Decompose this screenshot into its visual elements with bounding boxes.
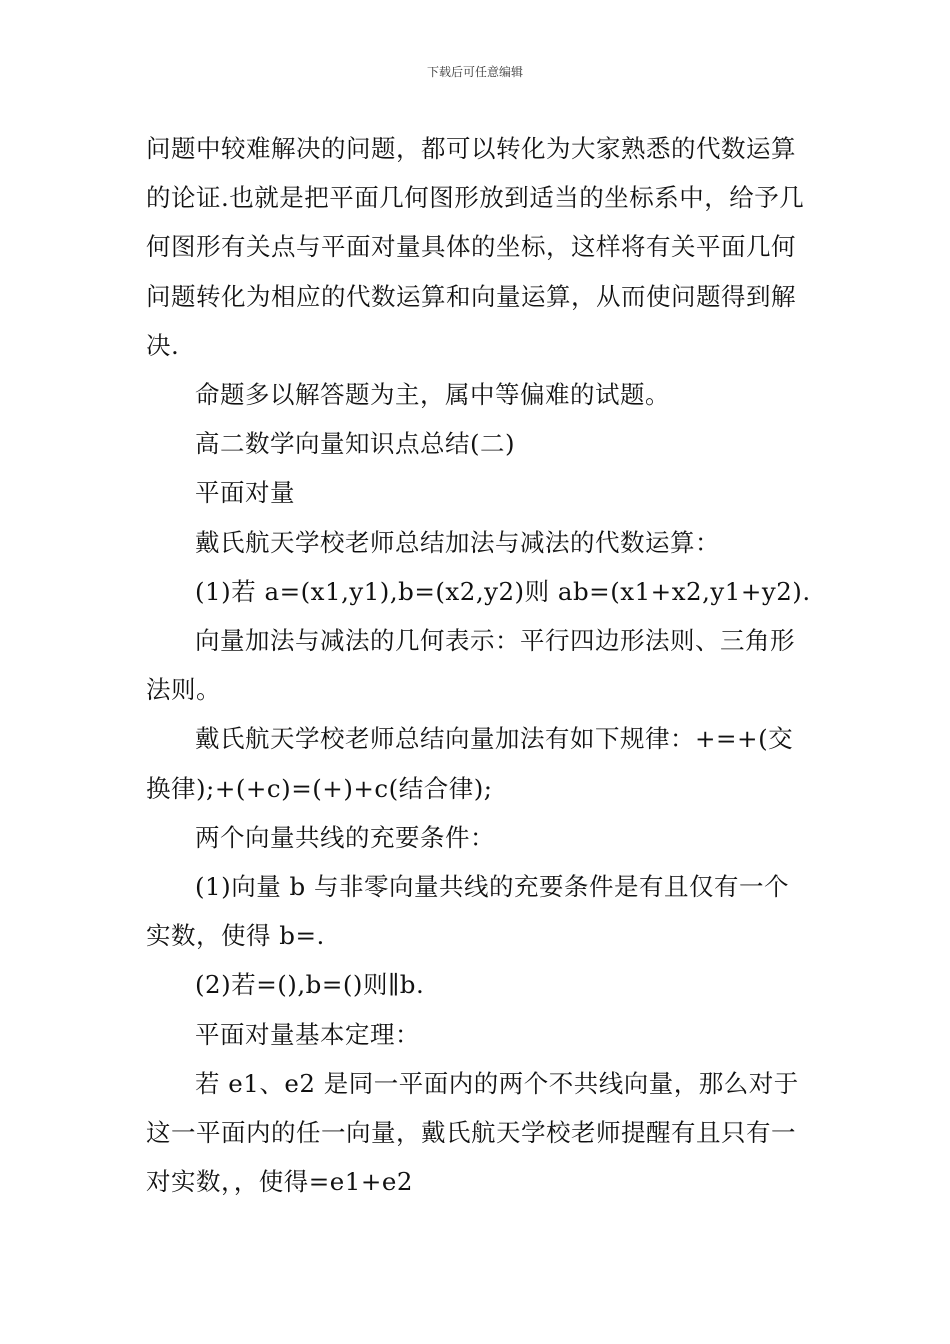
paragraph-geometric-rep: 向量加法与减法的几何表示：平行四边形法则、三角形法则。 — [146, 626, 795, 705]
paragraph-exam-type: 命题多以解答题为主，属中等偏难的试题。 — [195, 380, 670, 410]
page-header: 下载后可任意编辑 — [426, 65, 523, 79]
paragraph-collinear-1: (1)向量 b 与非零向量共线的充要条件是有且仅有一个实数，使得 b=. — [146, 872, 789, 951]
paragraph-addition-laws: 戴氏航天学校老师总结向量加法有如下规律：+=+(交换律);+(+c)=(+)+c(结合律); — [146, 724, 794, 803]
subsection-title: 平面对量 — [195, 478, 295, 508]
paragraph-algebra-ops: 戴氏航天学校老师总结加法与减法的代数运算： — [195, 527, 720, 557]
paragraph-intro: 问题中较难解决的问题，都可以转化为大家熟悉的代数运算的论证.也就是把平面几何图形放到适当的坐标系中，给予几何图形有关点与平面对量具体的坐标，这样将有关平面几何问题转化为相应的代数运算和向量运算，从而使问题得到解决. — [146, 134, 805, 360]
paragraph-collinear-2: (2)若=(),b=()则∥b. — [195, 970, 425, 1000]
paragraph-formula-1: (1)若 a=(x1,y1),b=(x2,y2)则 ab=(x1+x2,y1+y2). — [195, 576, 811, 606]
section-title: 高二数学向量知识点总结(二) — [195, 429, 516, 459]
paragraph-theorem-title: 平面对量基本定理： — [195, 1019, 420, 1049]
document-body — [146, 124, 811, 1206]
paragraph-theorem-body: 若 e1、e2 是同一平面内的两个不共线向量，那么对于这一平面内的任一向量，戴氏航天学校老师提醒有且只有一对实数，，使得=e1+e2 — [146, 1068, 799, 1197]
paragraph-collinear-title: 两个向量共线的充要条件： — [195, 822, 495, 852]
